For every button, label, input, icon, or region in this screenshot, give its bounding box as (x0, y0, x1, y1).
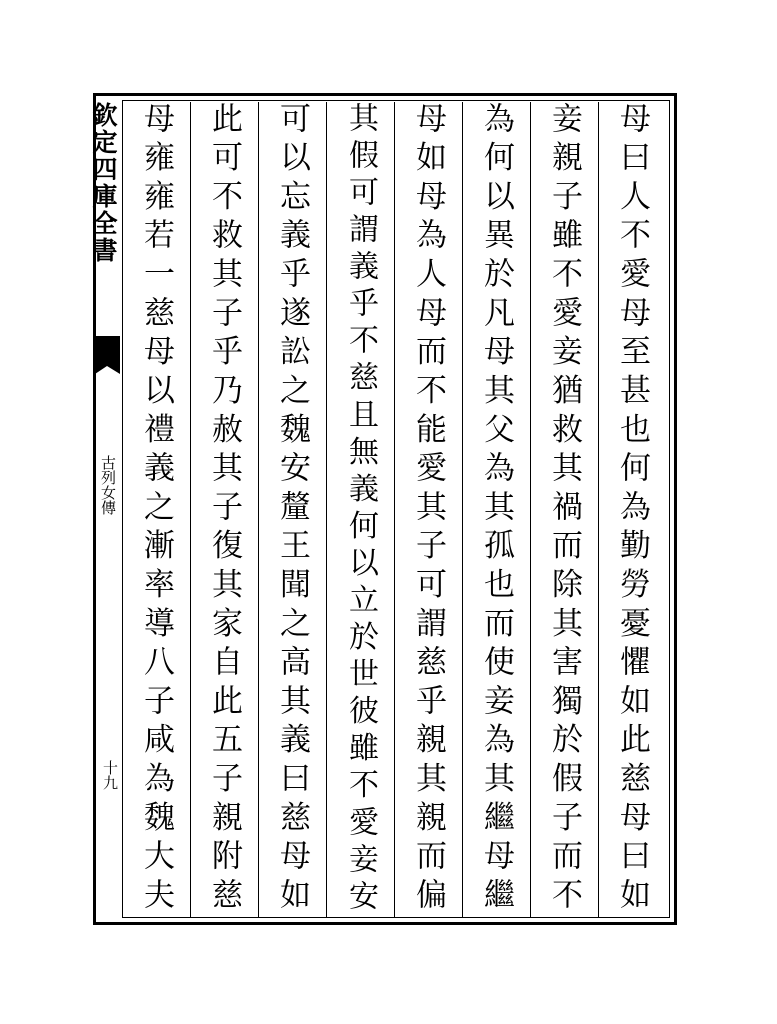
text-column-4: 母如母為人母而不能愛其子可謂慈乎親其親而偏 (410, 102, 446, 917)
text-column-7: 此可不救其子乎乃赦其子復其家自此五子親附慈 (206, 102, 242, 917)
text-column-2: 妾親子雖不愛妾猶救其禍而除其害獨於假子而不 (546, 102, 582, 917)
leaf-number: 十九 (101, 760, 119, 790)
text-column-8: 母雍雍若一慈母以禮義之漸率導八子咸為魏大夫 (138, 102, 174, 917)
text-body (124, 102, 668, 917)
fishtail-notch (95, 366, 120, 374)
text-column-1: 母曰人不愛母至甚也何為勤勞憂懼如此慈母曰如 (614, 102, 650, 917)
fishtail-mark (95, 336, 120, 366)
text-column-5: 其假可謂義乎不慈且無義何以立於世彼雖不愛妾安 (343, 102, 378, 917)
book-title: 欽定四庫全書 (89, 102, 118, 264)
text-column-6: 可以忘義乎遂訟之魏安釐王聞之高其義曰慈母如 (274, 102, 310, 917)
text-column-3: 為何以異於凡母其父為其孤也而使妾為其繼母繼 (478, 102, 514, 917)
volume-title: 古列女傳 (99, 455, 117, 515)
